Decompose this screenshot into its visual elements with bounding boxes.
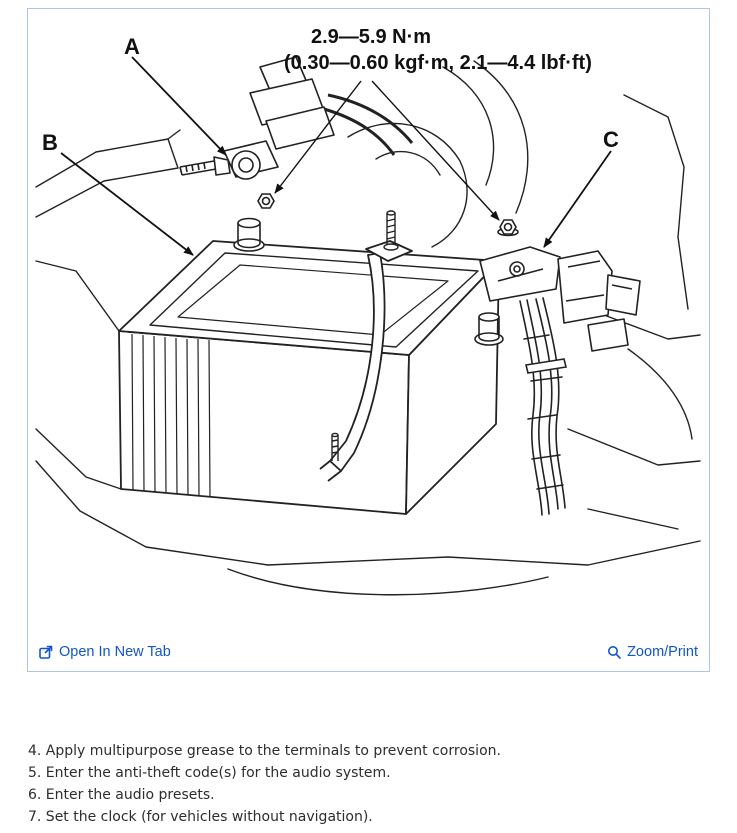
cable-bundle: [520, 298, 566, 515]
magnifier-icon: [607, 645, 621, 659]
zoom-print-link[interactable]: [607, 644, 698, 660]
label-c: C: [603, 127, 619, 152]
terminal-nut-c: [498, 220, 518, 236]
instruction-step: 4. Apply multipurpose grease to the terminals to prevent corrosion.: [28, 743, 501, 759]
battery: [119, 241, 499, 514]
instruction-step: 7. Set the clock (for vehicles without navigation).: [28, 809, 373, 825]
hold-down-rod-top: [384, 211, 398, 250]
instruction-step: 6. Enter the audio presets.: [28, 787, 215, 803]
battery-diagram: [28, 9, 709, 639]
instruction-step: 5. Enter the anti-theft code(s) for the audio system.: [28, 765, 391, 781]
battery-post-left: [234, 219, 264, 252]
terminal-clamp-c: [480, 247, 640, 351]
open-in-new-tab-label: Open In New Tab: [59, 644, 171, 660]
instructions-list: [28, 740, 717, 828]
battery-diagram-svg: [28, 9, 709, 639]
torque-spec-line2: (0.30—0.60 kgf·m, 2.1—4.4 lbf·ft): [284, 52, 592, 74]
diagram-panel: [27, 8, 710, 672]
terminal-clamp-a: [180, 57, 412, 179]
arrow-c: [544, 151, 611, 247]
label-a: A: [124, 34, 140, 59]
terminal-nut-a: [258, 194, 274, 208]
external-link-icon: [39, 645, 53, 659]
label-b: B: [42, 130, 58, 155]
arrow-a: [132, 57, 226, 155]
torque-spec-line1: 2.9—5.9 N·m: [311, 26, 432, 48]
open-in-new-tab-link[interactable]: [39, 644, 171, 660]
panel-toolbar: [28, 639, 709, 671]
callout-arrows: [61, 57, 611, 255]
zoom-print-label: Zoom/Print: [627, 644, 698, 660]
